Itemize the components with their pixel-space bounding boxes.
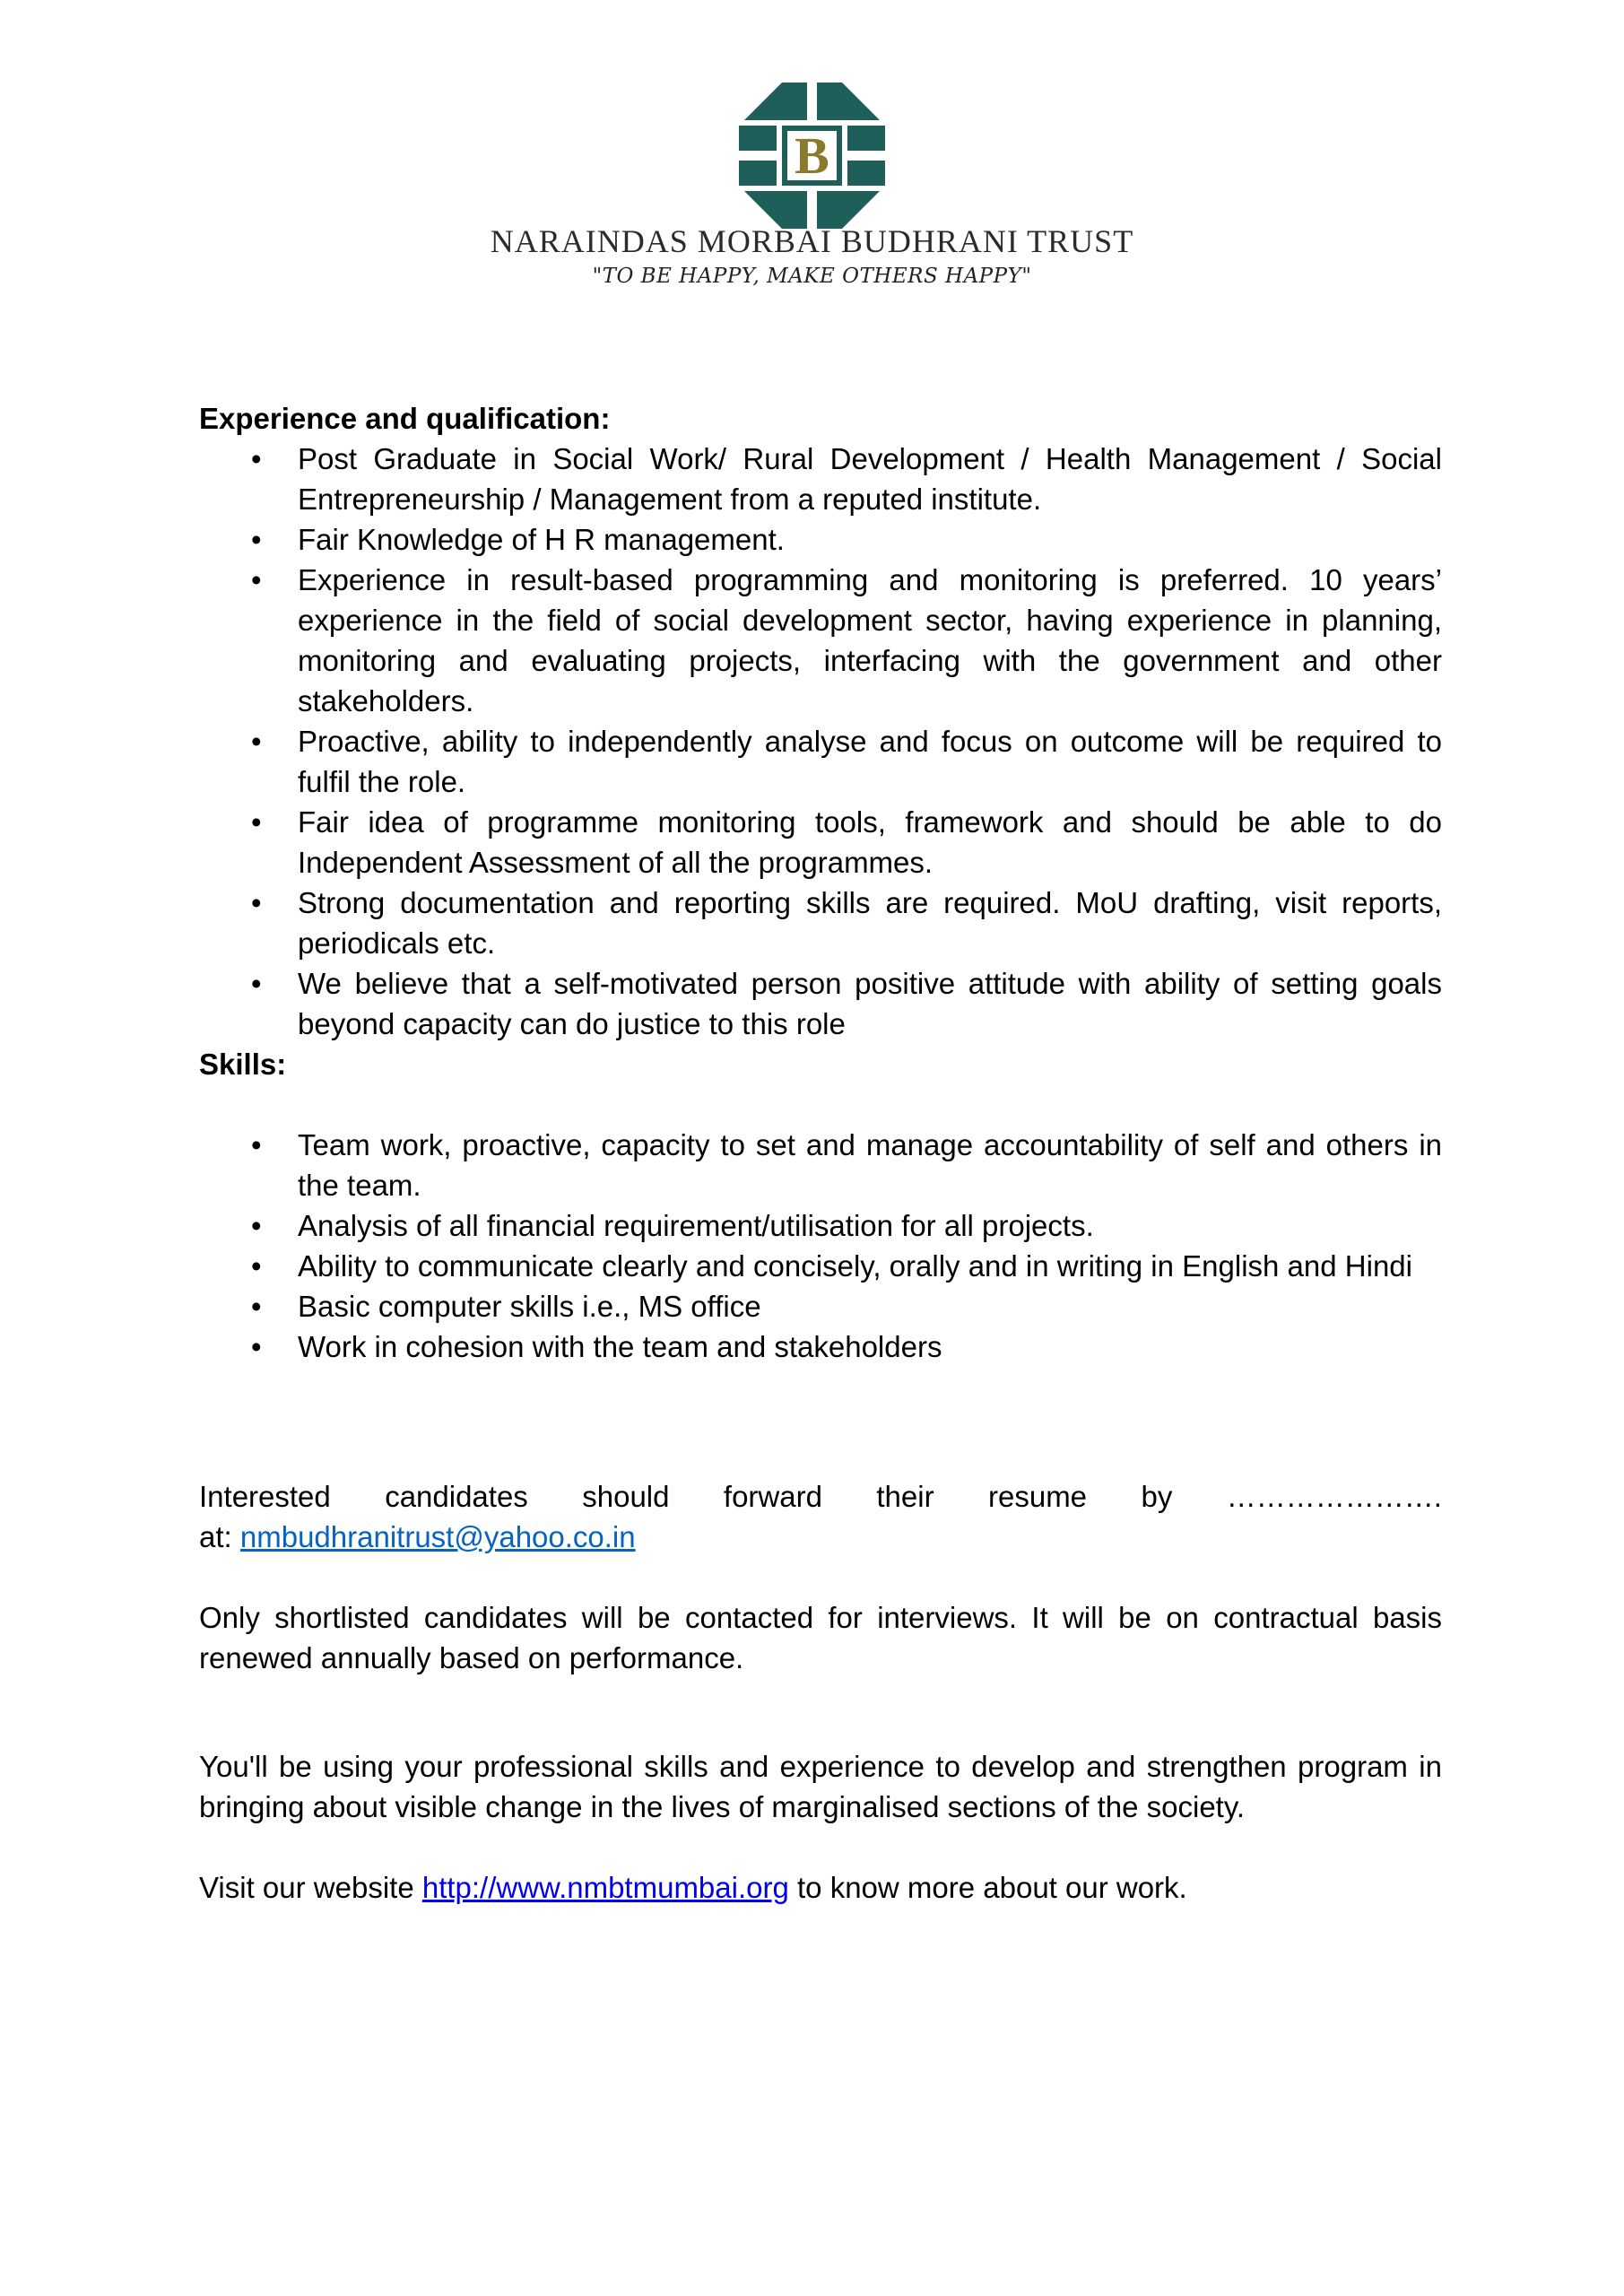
- organization-name: NARAINDAS MORBAI BUDHRANI TRUST: [490, 223, 1134, 259]
- email-label: at:: [199, 1520, 232, 1553]
- list-item: • Fair idea of programme monitoring tools, framework and should be able to do Independent Assessment of all the programmes.: [199, 802, 1442, 883]
- email-line: [199, 1517, 1442, 1557]
- list-item: • Post Graduate in Social Work/ Rural Development / Health Management / Social Entrepreneurship / Management from a reputed institute.: [199, 439, 1442, 519]
- apply-word: candidates: [385, 1480, 528, 1513]
- email-link[interactable]: nmbudhranitrust@yahoo.co.in: [239, 1520, 636, 1553]
- mission-paragraph: You'll be using your professional skills and experience to develop and strengthen program in bringing about visible change in the lives of marginalised sections of the society.: [199, 1750, 1442, 1823]
- list-item: • Strong documentation and reporting skills are required. MoU drafting, visit reports, periodicals etc.: [199, 883, 1442, 963]
- experience-heading: Experience and qualification:: [199, 402, 611, 435]
- trust-logo-icon: [739, 83, 885, 229]
- list-item: • Experience in result-based programming and monitoring is preferred. 10 years’ experience in the field of social development sector, having experience in planning, monitoring and evaluating projects, interfacing with the government and other stakeholders.: [199, 560, 1442, 721]
- website-paragraph: [199, 1867, 1442, 1908]
- list-item: • Ability to communicate clearly and concisely, orally and in writing in English and Hindi: [199, 1246, 1442, 1286]
- logo-letter: B: [795, 126, 829, 185]
- list-item: • Team work, proactive, capacity to set and manage accountability of self and others in the team.: [199, 1125, 1442, 1205]
- document-body: [199, 398, 1442, 1908]
- website-prefix: Visit our website: [199, 1871, 414, 1904]
- apply-word: forward: [723, 1480, 822, 1513]
- list-item: • Basic computer skills i.e., MS office: [199, 1286, 1442, 1326]
- apply-word: resume: [988, 1480, 1088, 1513]
- list-item: • Analysis of all financial requirement/utilisation for all projects.: [199, 1205, 1442, 1246]
- apply-line: [199, 1476, 1442, 1517]
- list-item: • Proactive, ability to independently analyse and focus on outcome will be required to fulfil the role.: [199, 721, 1442, 802]
- skills-heading: Skills:: [199, 1048, 287, 1081]
- list-item: • We believe that a self-motivated person positive attitude with ability of setting goals beyond capacity can do justice to this role: [199, 963, 1442, 1044]
- list-item: • Work in cohesion with the team and stakeholders: [199, 1326, 1442, 1367]
- website-link[interactable]: http://www.nmbtmumbai.org: [421, 1871, 789, 1904]
- organization-tagline: "TO BE HAPPY, MAKE OTHERS HAPPY": [592, 265, 1032, 288]
- skills-list: [199, 1125, 1442, 1367]
- apply-word: Interested: [199, 1480, 331, 1513]
- apply-paragraph: [199, 1476, 1442, 1557]
- apply-deadline-dots: ………………….: [1226, 1480, 1442, 1513]
- shortlist-paragraph: Only shortlisted candidates will be contacted for interviews. It will be on contractual basis renewed annually based on performance.: [199, 1601, 1442, 1674]
- list-item: • Fair Knowledge of H R management.: [199, 519, 1442, 560]
- apply-word: their: [876, 1480, 934, 1513]
- logo-header: [0, 83, 1624, 229]
- experience-list: [199, 439, 1442, 1044]
- website-suffix: to know more about our work.: [797, 1871, 1187, 1904]
- apply-word: should: [582, 1480, 670, 1513]
- apply-word: by: [1141, 1480, 1173, 1513]
